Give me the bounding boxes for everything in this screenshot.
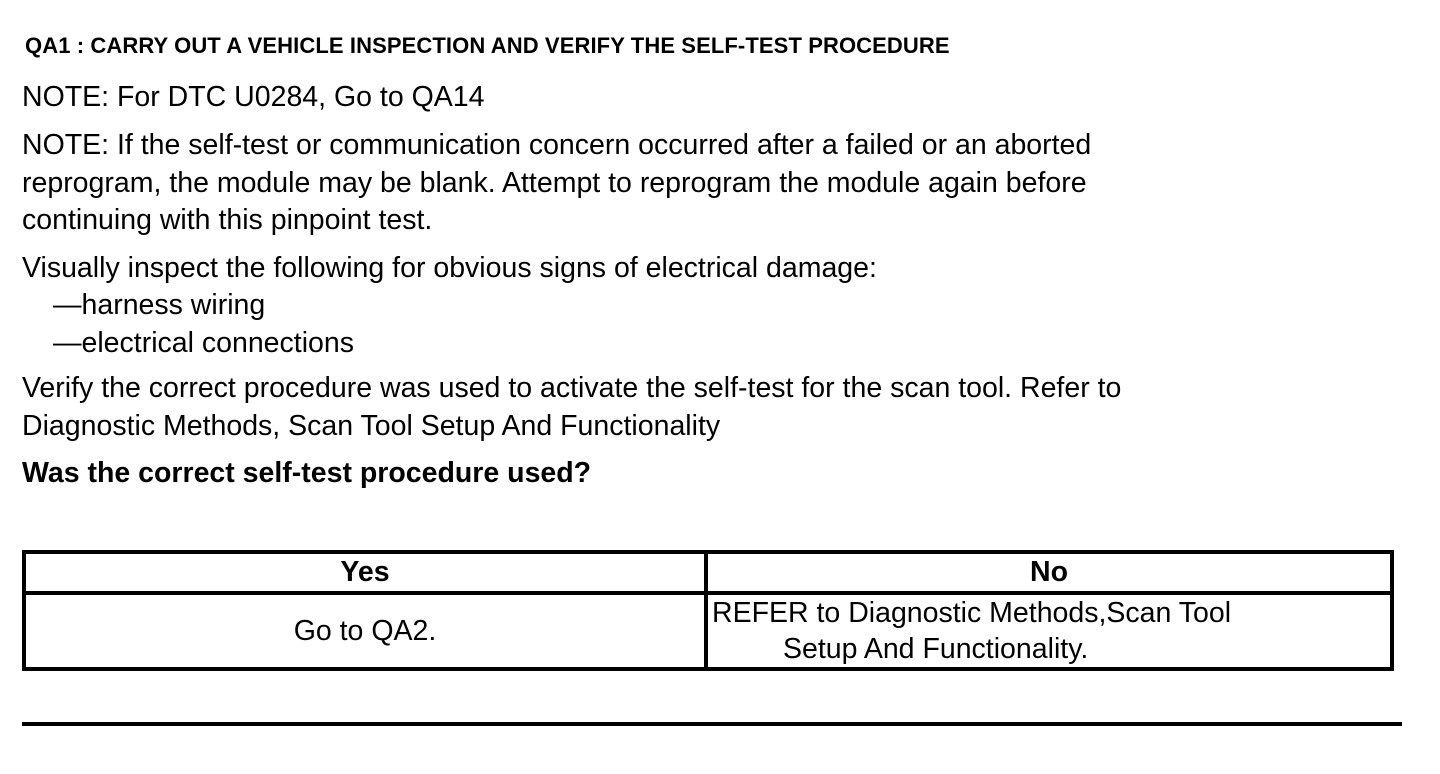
- verify-instruction-line-2: Diagnostic Methods, Scan Tool Setup And Functionality: [22, 409, 721, 442]
- answer-table-row: [24, 593, 1392, 669]
- inspection-intro: Visually inspect the following for obvious signs of electrical damage:: [22, 252, 877, 284]
- yes-action-cell: [24, 593, 706, 669]
- answer-table-header-row: [24, 552, 1392, 593]
- inspection-item-harness-wiring: —harness wiring: [53, 289, 266, 321]
- answer-table: [22, 550, 1394, 671]
- note-reprogram-line-2: reprogram, the module may be blank. Attempt to reprogram the module again before: [22, 166, 1087, 199]
- note-dtc-u0284: [22, 79, 485, 117]
- test-question: Was the correct self-test procedure used?: [22, 457, 592, 489]
- no-action-line-2[interactable]: Setup And Functionality.: [783, 633, 1089, 665]
- section-divider: [22, 722, 1402, 726]
- inspection-item-electrical-connections: —electrical connections: [53, 326, 354, 359]
- yes-action-link[interactable]: Go to QA2.: [293, 614, 437, 647]
- inspection-list: [22, 287, 354, 362]
- no-action-line-1[interactable]: REFER to Diagnostic Methods,Scan Tool: [712, 597, 1232, 629]
- verify-instruction: [22, 370, 1121, 445]
- no-action-cell: [706, 593, 1392, 669]
- answer-header-yes: Yes: [24, 552, 706, 593]
- note-reprogram-line-3: continuing with this pinpoint test.: [22, 204, 433, 236]
- note-reprogram: [22, 127, 1091, 240]
- answer-header-no: No: [706, 552, 1392, 593]
- note-dtc-u0284-text: NOTE: For DTC U0284, Go to QA14: [22, 81, 485, 113]
- verify-instruction-line-1: Verify the correct procedure was used to activate the self-test for the scan tool. Refer to: [22, 372, 1122, 404]
- note-reprogram-line-1: NOTE: If the self-test or communication concern occurred after a failed or an aborted: [22, 129, 1092, 161]
- step-title: QA1 : CARRY OUT A VEHICLE INSPECTION AND VERIFY THE SELF-TEST PROCEDURE: [25, 33, 950, 58]
